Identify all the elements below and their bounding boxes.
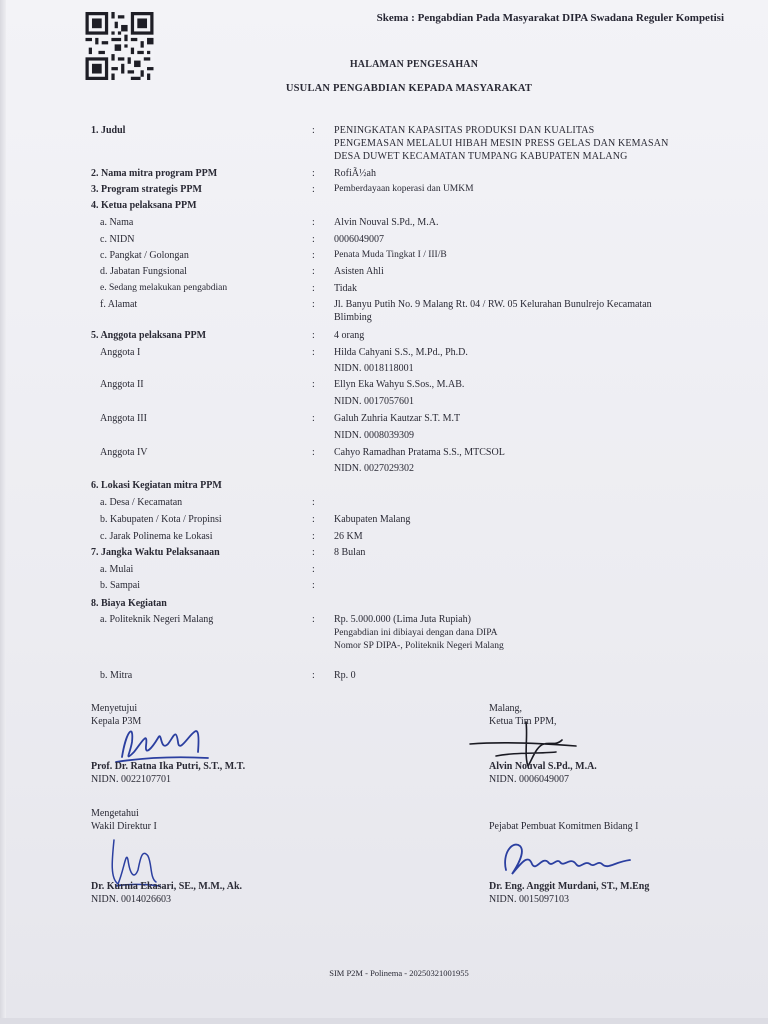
field-value: 26 KM: [334, 531, 363, 542]
field-value: DESA DUWET KECAMATAN TUMPANG KABUPATEN MALANG: [334, 151, 628, 162]
section-label: 6. Lokasi Kegiatan mitra PPM: [91, 480, 222, 491]
field-value: Ellyn Eka Wahyu S.Sos., M.AB.: [334, 379, 465, 390]
field-label: Anggota III: [100, 413, 147, 424]
page-subtitle: USULAN PENGABDIAN KEPADA MASYARAKAT: [285, 83, 533, 94]
field-value: 8 Bulan: [334, 547, 366, 558]
colon: :: [312, 125, 315, 136]
colon: :: [312, 497, 315, 508]
field-label: a. Nama: [100, 217, 134, 228]
field-value: Penata Muda Tingkat I / III/B: [334, 250, 447, 260]
field-label: a. Mulai: [100, 564, 134, 575]
colon: :: [312, 379, 315, 390]
field-value: Alvin Nouval S.Pd., M.A.: [334, 217, 439, 228]
field-label: a. Politeknik Negeri Malang: [100, 614, 214, 625]
ppk-title: Pejabat Pembuat Komitmen Bidang I: [489, 821, 639, 832]
approver-nidn: NIDN. 0022107701: [91, 774, 171, 785]
approver-title: Kepala P3M: [91, 716, 142, 727]
field-value: 4 orang: [334, 330, 365, 341]
field-value: Rp. 5.000.000 (Lima Juta Rupiah): [334, 614, 471, 625]
field-label: 3. Program strategis PPM: [91, 184, 202, 195]
vice-director-nidn: NIDN. 0014026603: [91, 894, 171, 905]
field-value: NIDN. 0027029302: [334, 463, 414, 474]
colon: :: [312, 217, 315, 228]
field-value: Jl. Banyu Putih No. 9 Malang Rt. 04 / RW. 05 Kelurahan Bunulrejo Kecamatan: [334, 299, 652, 310]
field-value: Kabupaten Malang: [334, 514, 411, 525]
field-value: Hilda Cahyani S.S., M.Pd., Ph.D.: [334, 347, 468, 358]
colon: :: [312, 531, 315, 542]
colon: :: [312, 413, 315, 424]
scan-shadow-bottom: [0, 1018, 768, 1024]
section-label: 4. Ketua pelaksana PPM: [91, 200, 197, 211]
field-label: e. Sedang melakukan pengabdian: [100, 283, 228, 293]
leader-title: Ketua Tim PPM,: [489, 716, 557, 727]
approve-text: Menyetujui: [91, 703, 138, 714]
colon: :: [312, 447, 315, 458]
colon: :: [312, 564, 315, 575]
colon: :: [312, 283, 315, 294]
field-label: Anggota IV: [100, 447, 148, 458]
field-value: Asisten Ahli: [334, 266, 384, 277]
field-label: a. Desa / Kecamatan: [100, 497, 183, 508]
leader-nidn: NIDN. 0006049007: [489, 774, 569, 785]
field-label: c. Jarak Polinema ke Lokasi: [100, 531, 213, 542]
field-value: Blimbing: [334, 312, 372, 323]
colon: :: [312, 234, 315, 245]
page-title: HALAMAN PENGESAHAN: [349, 59, 479, 70]
ppk-nidn: NIDN. 0015097103: [489, 894, 569, 905]
colon: :: [312, 614, 315, 625]
field-label: 2. Nama mitra program PPM: [91, 168, 218, 179]
field-label: Anggota I: [100, 347, 141, 358]
field-value: Rp. 0: [334, 670, 356, 681]
field-value: PENGEMASAN MELALUI HIBAH MESIN PRESS GELAS DAN KEMASAN: [334, 138, 669, 149]
field-label: d. Jabatan Fungsional: [100, 266, 187, 277]
colon: :: [312, 250, 315, 261]
field-value: 0006049007: [334, 234, 384, 245]
field-value: RofiÃ½ah: [334, 168, 376, 179]
place-text: Malang,: [489, 703, 523, 714]
field-value: Pemberdayaan koperasi dan UMKM: [334, 184, 474, 194]
field-label: 7. Jangka Waktu Pelaksanaan: [91, 547, 220, 558]
field-value: Tidak: [334, 283, 357, 294]
colon: :: [312, 347, 315, 358]
ppk-name: Dr. Eng. Anggit Murdani, ST., M.Eng: [489, 881, 650, 892]
field-value: Galuh Zuhria Kautzar S.T. M.T: [334, 413, 461, 424]
vice-director-name: Dr. Kurnia Ekasari, SE., M.M., Ak.: [91, 881, 243, 892]
field-label: c. Pangkat / Golongan: [100, 250, 189, 261]
field-label: b. Sampai: [100, 580, 140, 591]
colon: :: [312, 184, 315, 195]
field-value: PENINGKATAN KAPASITAS PRODUKSI DAN KUALITAS: [334, 125, 595, 136]
field-label: b. Mitra: [100, 670, 133, 681]
field-value: Pengabdian ini dibiayai dengan dana DIPA: [334, 628, 498, 638]
acknowledge-text: Mengetahui: [91, 808, 139, 819]
section-label: 8. Biaya Kegiatan: [91, 598, 167, 609]
colon: :: [312, 580, 315, 591]
colon: :: [312, 547, 315, 558]
field-label: b. Kabupaten / Kota / Propinsi: [100, 514, 222, 525]
colon: :: [312, 330, 315, 341]
approver-name: Prof. Dr. Ratna Ika Putri, S.T., M.T.: [91, 761, 246, 772]
field-label: c. NIDN: [100, 234, 135, 245]
field-label: 1. Judul: [91, 125, 126, 136]
footer-id: SIM P2M - Polinema - 20250321001955: [329, 968, 469, 978]
colon: :: [312, 670, 315, 681]
vice-director-title: Wakil Direktur I: [91, 821, 157, 832]
colon: :: [312, 514, 315, 525]
field-value: NIDN. 0017057601: [334, 396, 414, 407]
signature-ppk: [498, 834, 638, 882]
colon: :: [312, 168, 315, 179]
scheme-text: Skema : Pengabdian Pada Masyarakat DIPA Swadana Reguler Kompetisi: [376, 12, 724, 24]
field-value: Nomor SP DIPA-, Politeknik Negeri Malang: [334, 641, 504, 651]
leader-name: Alvin Nouval S.Pd., M.A.: [489, 761, 597, 772]
colon: :: [312, 266, 315, 277]
field-value: NIDN. 0018118001: [334, 363, 414, 374]
field-label: f. Alamat: [100, 299, 138, 310]
field-value: Cahyo Ramadhan Pratama S.S., MTCSOL: [334, 447, 505, 458]
colon: :: [312, 299, 315, 310]
scan-shadow-left: [0, 0, 6, 1024]
field-label: Anggota II: [100, 379, 144, 390]
field-label: 5. Anggota pelaksana PPM: [91, 330, 207, 341]
field-value: NIDN. 0008039309: [334, 430, 414, 441]
